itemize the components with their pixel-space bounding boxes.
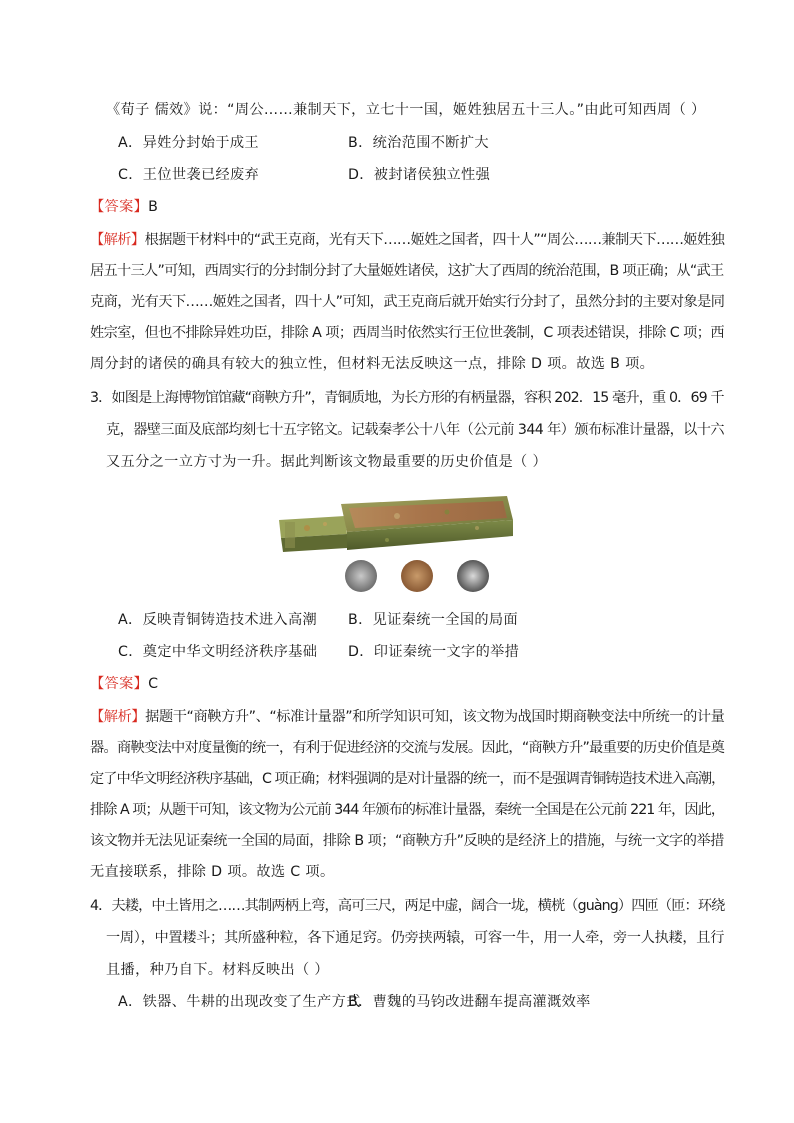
vessel-box bbox=[341, 496, 513, 550]
q2-answer bbox=[90, 197, 158, 217]
q2-option-d: D．被封诸侯独立性强 bbox=[348, 167, 491, 183]
q4-stem-line-2: 一周），中置耧斗；其所盛种粒，各下通足窍。仍旁挟两辕，可容一牛，用一人牵，旁一人执耧，且行 bbox=[106, 930, 725, 946]
q3-option-b: B．见证秦统一全国的局面 bbox=[348, 612, 518, 628]
q3-analysis-line-4: 排除 A 项；从题干可知，该文物为公元前 344 年颁布的标准计量器，秦统一全国是在公元前 221 年，因此， bbox=[90, 802, 725, 818]
answer-value: C bbox=[148, 676, 159, 692]
analysis-label: 【解析】 bbox=[90, 232, 145, 248]
q2-analysis-line-5: 周分封的诸侯的确具有较大的独立性，但材料无法反映这一点，排除 D 项。故选 B 项。 bbox=[90, 356, 655, 372]
answer-label: 【答案】 bbox=[90, 676, 149, 692]
analysis-label: 【解析】 bbox=[90, 709, 146, 725]
q3-stem-line-3: 又五分之一立方寸为一升。据此判断该文物最重要的历史价值是（ ） bbox=[106, 454, 547, 470]
q2-analysis-line-1: 【解析】根据题干材料中的“武王克商，光有天下……姬姓之国者，四十人”“周公……兼制天下……姬姓独 bbox=[90, 232, 725, 248]
q3-option-d: D．印证秦统一文字的举措 bbox=[348, 644, 520, 660]
q3-analysis-line-5: 该文物并无法见证秦统一全国的局面，排除 B 项；“商鞅方升”反映的是经济上的措施，与统一文字的举措 bbox=[90, 833, 724, 849]
q3-option-a: A．反映青铜铸造技术进入高潮 bbox=[118, 612, 318, 628]
shang-yang-square-sheng-figure bbox=[277, 490, 517, 600]
answer-label: 【答案】 bbox=[90, 199, 149, 215]
q4-option-b: B．曹魏的马钧改进翻车提高灌溉效率 bbox=[348, 994, 591, 1010]
q2-option-c: C．王位世袭已经废弃 bbox=[118, 167, 260, 183]
q2-analysis-line-3: 克商，光有天下……姬姓之国者，四十人”可知，武王克商后就开始实行分封了，虽然分封的主要对象是同 bbox=[90, 294, 725, 310]
q4-option-a: A．铁器、牛耕的出现改变了生产方式 bbox=[118, 994, 361, 1010]
q3-analysis-line-3: 定了中华文明经济秩序基础，C 项正确；材料强调的是对计量器的统一，而不是强调青铜铸造技术进入高潮， bbox=[90, 771, 725, 787]
q3-analysis-line-1: 【解析】据题干“商鞅方升”、“标准计量器”和所学知识可知，该文物为战国时期商鞅变法中所统一的计量 bbox=[90, 709, 725, 725]
q3-option-c: C．奠定中华文明经济秩序基础 bbox=[118, 644, 318, 660]
inscription-rubbing-1 bbox=[345, 560, 377, 592]
q3-answer bbox=[90, 674, 158, 694]
inscription-rubbing-3 bbox=[457, 560, 489, 592]
q2-stem: 《荀子 儒效》说：“周公……兼制天下，立七十一国，姬姓独居五十三人。”由此可知西周（ ） bbox=[106, 102, 706, 118]
bronze-vessel-illustration bbox=[277, 490, 517, 600]
q2-analysis-line-2: 居五十三人”可知，西周实行的分封制分封了大量姬姓诸侯，这扩大了西周的统治范围，B 项正确；从“武王 bbox=[90, 263, 724, 279]
q3-analysis-line-2: 器。商鞅变法中对度量衡的统一，有利于促进经济的交流与发展。因此，“商鞅方升”最重要的历史价值是奠 bbox=[90, 740, 725, 756]
q3-analysis-line-6: 无直接联系，排除 D 项。故选 C 项。 bbox=[90, 864, 335, 880]
q4-stem-line-3: 且播，种乃自下。材料反映出（ ） bbox=[106, 962, 329, 978]
q4-stem-line-1: 4．夫耧，中土皆用之……其制两柄上弯，高可三尺，两足中虚，阔合一垅，横桄（guàng）四匝（匝：环绕 bbox=[90, 898, 725, 914]
q2-option-a: A．异姓分封始于成王 bbox=[118, 135, 259, 151]
q2-option-b: B．统治范围不断扩大 bbox=[348, 135, 489, 151]
answer-value: B bbox=[148, 199, 159, 215]
q3-stem-line-2: 克，器壁三面及底部均刻七十五字铭文。记载秦孝公十八年（公元前 344 年）颁布标准计量器，以十六 bbox=[106, 422, 724, 438]
inscription-rubbing-2 bbox=[401, 560, 433, 592]
q2-analysis-line-4: 姓宗室，但也不排除异姓功臣，排除 A 项；西周当时依然实行王位世袭制，C 项表述错误，排除 C 项；西 bbox=[90, 325, 724, 341]
vessel-handle bbox=[279, 516, 347, 552]
q3-stem-line-1: 3．如图是上海博物馆馆藏“商鞅方升”，青铜质地，为长方形的有柄量器，容积 202．15 毫升，重 0．69 千 bbox=[90, 390, 724, 406]
